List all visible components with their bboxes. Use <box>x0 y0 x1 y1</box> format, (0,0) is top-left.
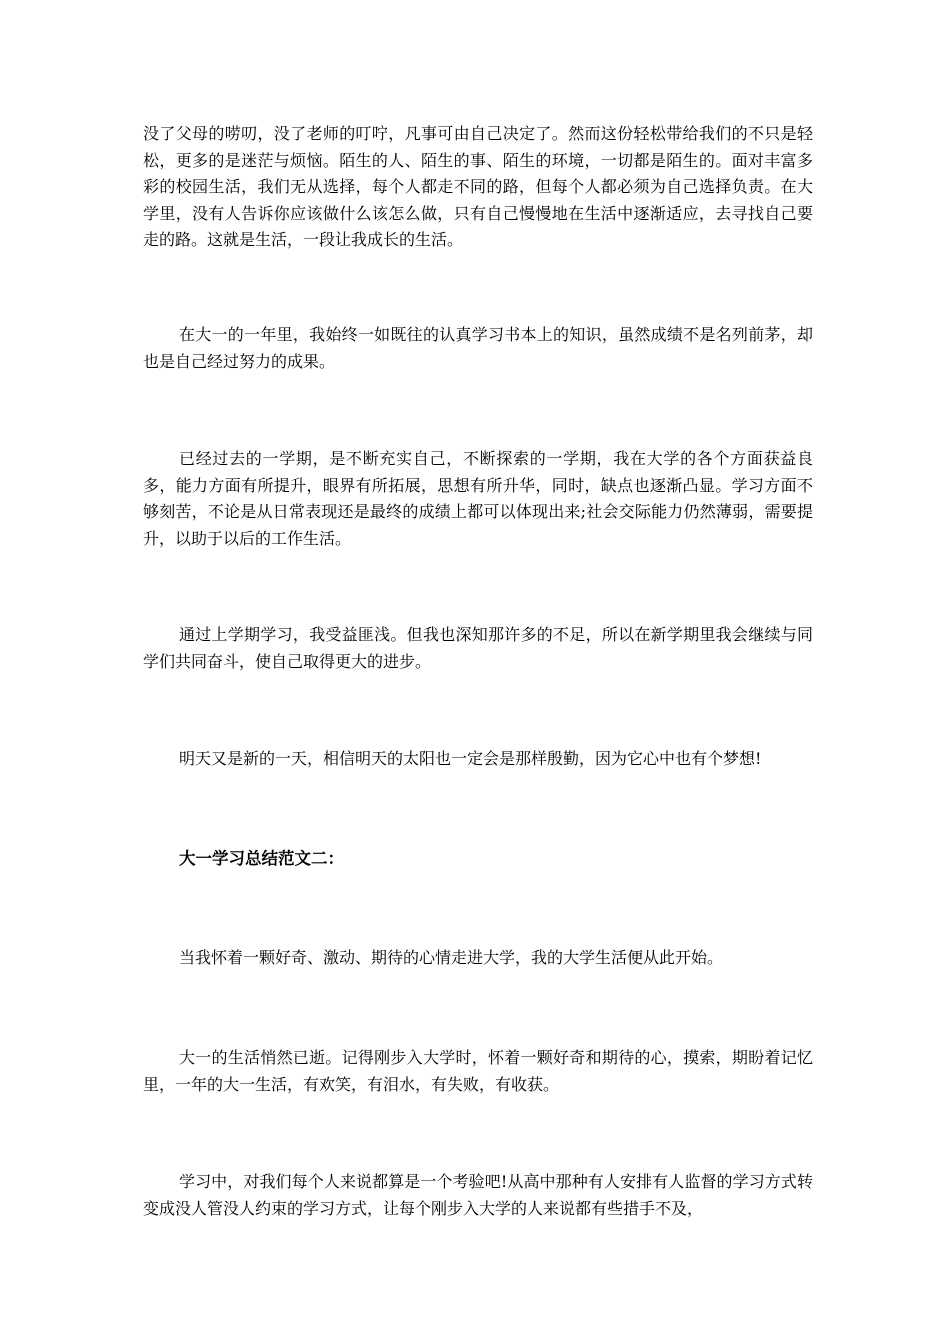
paragraph-3: 已经过去的一学期，是不断充实自己，不断探索的一学期，我在大学的各个方面获益良多，能力方面有所提升，眼界有所拓展，思想有所升华，同时，缺点也逐渐凸显。学习方面不够刻苦，不论是从日常表现还是最终的成绩上都可以体现出来;社会交际能力仍然薄弱，需要提升，以助于以后的工作生活。 <box>143 449 813 548</box>
section-heading: 大一学习总结范文二： <box>179 849 344 868</box>
paragraph-7: 大一的生活悄然已逝。记得刚步入大学时，怀着一颗好奇和期待的心，摸索，期盼着记忆里，一年的大一生活，有欢笑，有泪水，有失败，有收获。 <box>143 1048 813 1094</box>
paragraph-1: 没了父母的唠叨，没了老师的叮咛，凡事可由自己决定了。然而这份轻松带给我们的不只是轻松，更多的是迷茫与烦恼。陌生的人、陌生的事、陌生的环境，一切都是陌生的。面对丰富多彩的校园生活，我们无从选择，每个人都走不同的路，但每个人都必须为自己选择负责。在大学里，没有人告诉你应该做什么该怎么做，只有自己慢慢地在生活中逐渐适应，去寻找自己要走的路。这就是生活，一段让我成长的生活。 <box>143 124 813 249</box>
paragraph-5: 明天又是新的一天，相信明天的太阳也一定会是那样殷勤，因为它心中也有个梦想! <box>179 749 762 768</box>
paragraph-8: 学习中，对我们每个人来说都算是一个考验吧!从高中那种有人安排有人监督的学习方式转变成没人管没人约束的学习方式，让每个刚步入大学的人来说都有些措手不及， <box>143 1172 813 1218</box>
paragraph-4: 通过上学期学习，我受益匪浅。但我也深知那许多的不足，所以在新学期里我会继续与同学们共同奋斗，使自己取得更大的进步。 <box>143 625 813 671</box>
paragraph-2: 在大一的一年里，我始终一如既往的认真学习书本上的知识，虽然成绩不是名列前茅，却也是自己经过努力的成果。 <box>143 325 813 371</box>
paragraph-6: 当我怀着一颗好奇、激动、期待的心情走进大学，我的大学生活便从此开始。 <box>179 948 724 967</box>
